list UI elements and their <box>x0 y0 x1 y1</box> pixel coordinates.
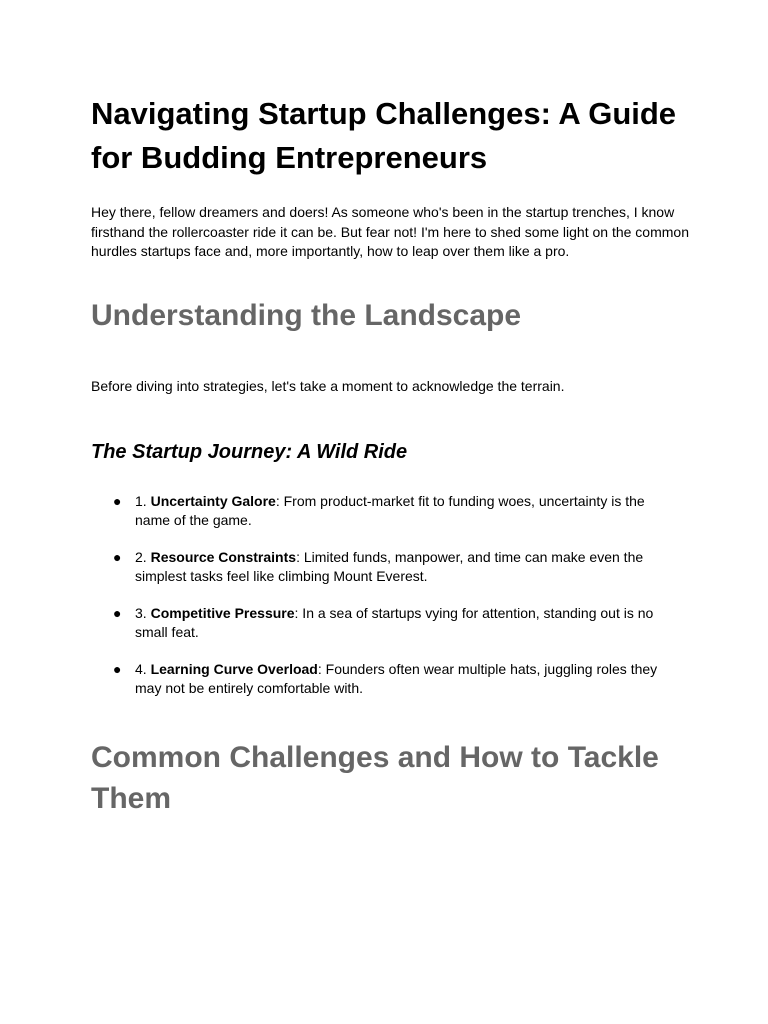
challenges-list <box>91 492 691 716</box>
intro-paragraph: Hey there, fellow dreamers and doers! As someone who's been in the startup trenches, I know firsthand the rollercoaster ride it can be. But fear not! I'm here to shed some light on the common hurdles startups face and, more importantly, how to leap over them like a pro. <box>91 204 689 259</box>
bullet-icon: ● <box>113 549 122 565</box>
section-heading-challenges: Common Challenges and How to Tackle Them <box>91 741 659 815</box>
item-text: : Founders often wear multiple hats, juggling roles they may not be entirely comfortable with. <box>135 661 658 696</box>
article-title: Navigating Startup Challenges: A Guide for Budding Entrepreneurs <box>91 96 677 175</box>
bullet-icon: ● <box>113 605 122 621</box>
bullet-icon: ● <box>113 493 122 509</box>
bullet-icon: ● <box>113 661 122 677</box>
item-text: : From product-market fit to funding woes, uncertainty is the name of the game. <box>135 493 645 528</box>
item-term: Competitive Pressure <box>150 605 295 621</box>
section-heading-landscape: Understanding the Landscape <box>91 299 522 332</box>
item-number: 4. <box>135 661 151 677</box>
list-item <box>91 604 681 642</box>
list-item <box>91 548 681 586</box>
item-text: : In a sea of startups vying for attention, standing out is no small feat. <box>135 605 654 640</box>
item-term: Uncertainty Galore <box>150 493 276 509</box>
subheading-startup-journey: The Startup Journey: A Wild Ride <box>91 441 408 463</box>
list-item <box>91 492 681 530</box>
item-number: 2. <box>135 549 151 565</box>
item-term: Resource Constraints <box>150 549 297 565</box>
list-item <box>91 660 681 698</box>
landscape-lead-paragraph: Before diving into strategies, let's take a moment to acknowledge the terrain. <box>91 378 565 394</box>
item-number: 3. <box>135 605 151 621</box>
item-term: Learning Curve Overload <box>150 661 318 677</box>
item-text: : Limited funds, manpower, and time can make even the simplest tasks feel like climbing Mount Everest. <box>135 549 644 584</box>
item-number: 1. <box>135 493 151 509</box>
